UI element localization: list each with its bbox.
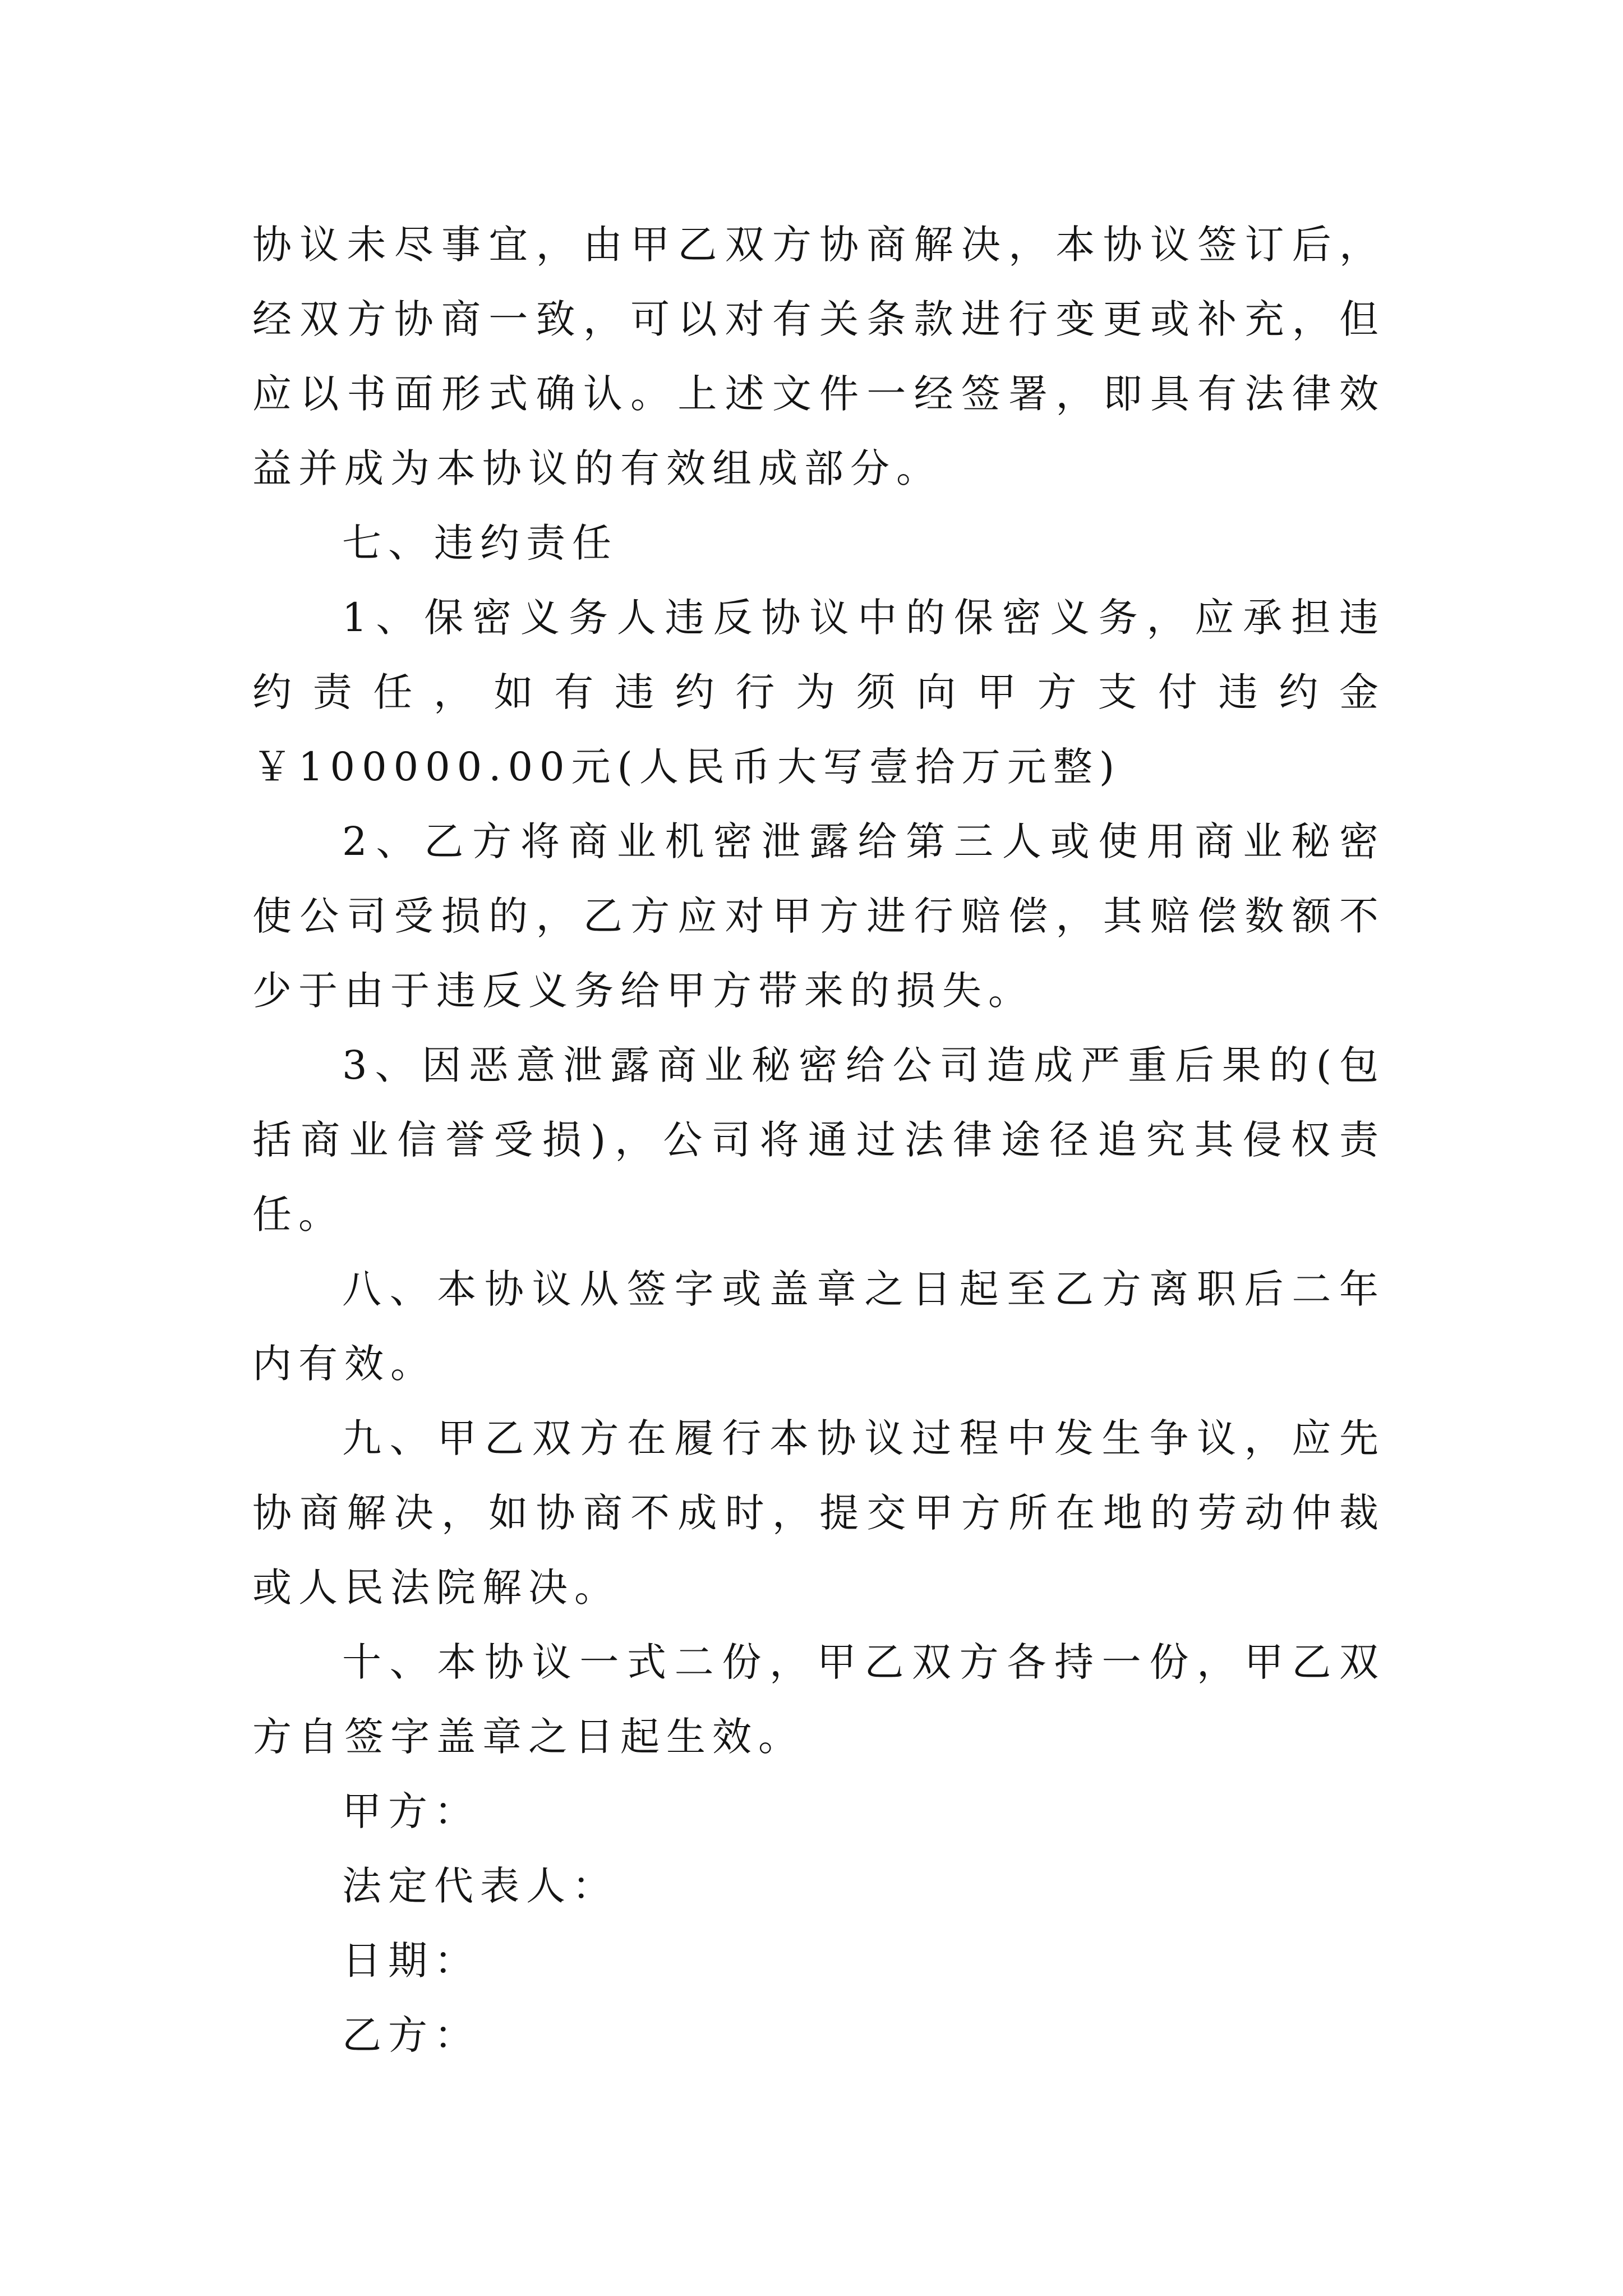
paragraph-breach-clause-2: 2、乙方将商业机密泄露给第三人或使用商业秘密使公司受损的，乙方应对甲方进行赔偿，其赔偿数额不少于由于违反义务给甲方带来的损失。: [252, 818, 1385, 1014]
legal-representative-label: 法定代表人：: [342, 1863, 618, 1909]
date-label: 日期：: [342, 1938, 480, 1984]
paragraph-unresolved-matters: 协议未尽事宜，由甲乙双方协商解决，本协议签订后，经双方协商一致，可以对有关条款进行变更或补充，但应以书面形式确认。上述文件一经签署，即具有法律效益并成为本协议的有效组成部分。: [252, 222, 1385, 491]
signature-block: [252, 1774, 1385, 2073]
paragraph-breach-clause-3: 3、因恶意泄露商业秘密给公司造成严重后果的(包括商业信誉受损)，公司将通过法律途径追究其侵权责任。: [252, 1042, 1385, 1237]
paragraph-term-validity: 八、本协议从签字或盖章之日起至乙方离职后二年内有效。: [252, 1266, 1385, 1387]
party-b-label: 乙方：: [342, 2012, 480, 2058]
paragraph-dispute-resolution: 九、甲乙双方在履行本协议过程中发生争议，应先协商解决，如协商不成时，提交甲方所在地的劳动仲裁或人民法院解决。: [252, 1415, 1385, 1611]
party-a-label: 甲方：: [342, 1788, 480, 1834]
paragraph-breach-clause-1: 1、保密义务人违反协议中的保密义务，应承担违约责任，如有违约行为须向甲方支付违约金￥100000.00元(人民币大写壹拾万元整): [252, 595, 1385, 790]
paragraph-copies-effect: 十、本协议一式二份，甲乙双方各持一份，甲乙双方自签字盖章之日起生效。: [252, 1639, 1385, 1760]
heading-breach-liability: 七、违约责任: [342, 520, 618, 566]
document-body: [252, 208, 1385, 2073]
